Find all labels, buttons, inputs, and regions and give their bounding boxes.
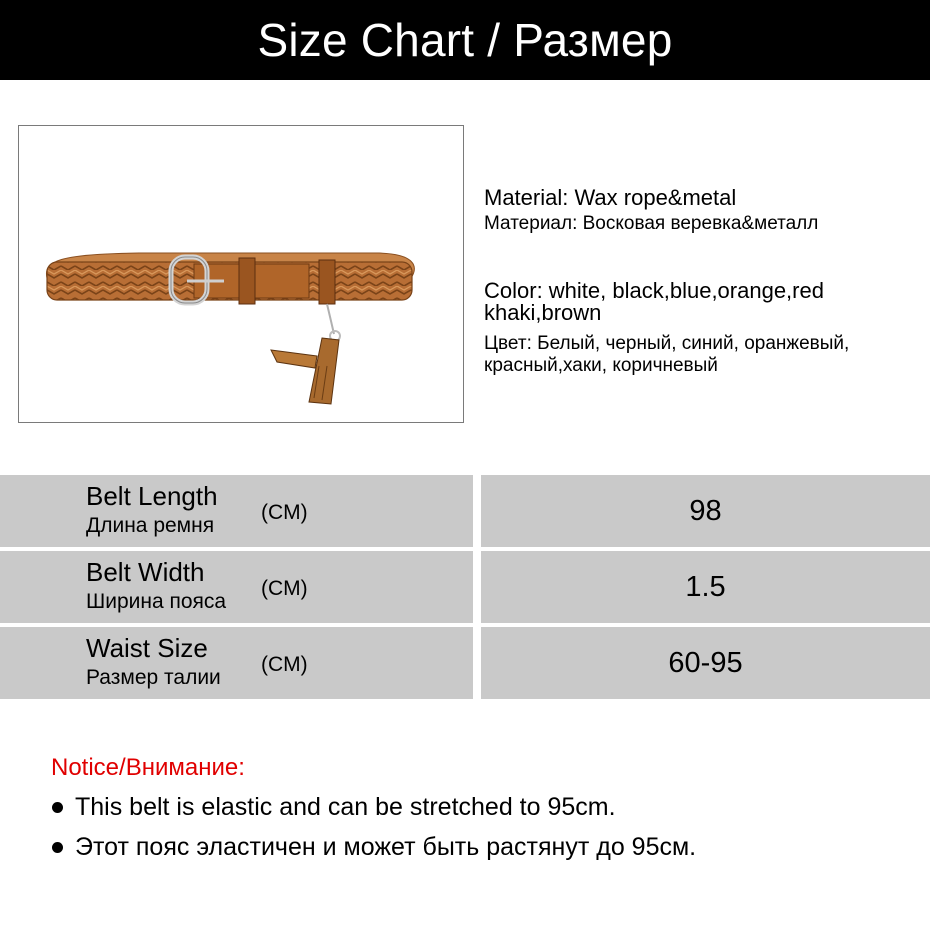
label-en: Waist Size	[86, 633, 208, 663]
page-title: Size Chart / Размер	[0, 0, 930, 80]
unit-label: (CM)	[261, 577, 308, 600]
color-en-line1: Color: white, black,blue,orange,red	[484, 278, 824, 303]
unit-label: (CM)	[261, 653, 308, 676]
row-label-cell	[0, 551, 473, 623]
table-row	[0, 475, 930, 547]
bullet-dot-icon	[52, 802, 63, 813]
notice-text: This belt is elastic and can be stretched to 95cm.	[75, 793, 616, 821]
label-ru: Размер талии	[86, 666, 221, 689]
list-item	[52, 833, 696, 862]
product-photo	[18, 125, 464, 423]
row-value: 98	[481, 475, 930, 547]
notice-text: Этот пояс эластичен и может быть растянут до 95см.	[75, 833, 697, 861]
bullet-dot-icon	[52, 842, 63, 853]
row-value: 1.5	[481, 551, 930, 623]
row-label-cell	[0, 627, 473, 699]
table-row	[0, 627, 930, 699]
row-value: 60-95	[481, 627, 930, 699]
label-en: Belt Length	[86, 481, 218, 511]
unit-label: (CM)	[261, 501, 308, 524]
color-en-line2: khaki,brown	[484, 300, 602, 325]
table-row	[0, 551, 930, 623]
list-item	[52, 793, 616, 822]
color-ru-line1: Цвет: Белый, черный, синий, оранжевый,	[484, 333, 850, 354]
color-ru-line2: красный,хаки, коричневый	[484, 355, 718, 376]
material-en: Material: Wax rope&metal	[484, 185, 737, 210]
braided-belt-illustration	[19, 126, 465, 424]
notice-title: Notice/Внимание:	[51, 754, 245, 781]
row-label-cell	[0, 475, 473, 547]
label-en: Belt Width	[86, 557, 205, 587]
label-ru: Ширина пояса	[86, 590, 227, 613]
material-ru: Материал: Восковая веревка&металл	[484, 213, 819, 234]
label-ru: Длина ремня	[86, 514, 215, 537]
